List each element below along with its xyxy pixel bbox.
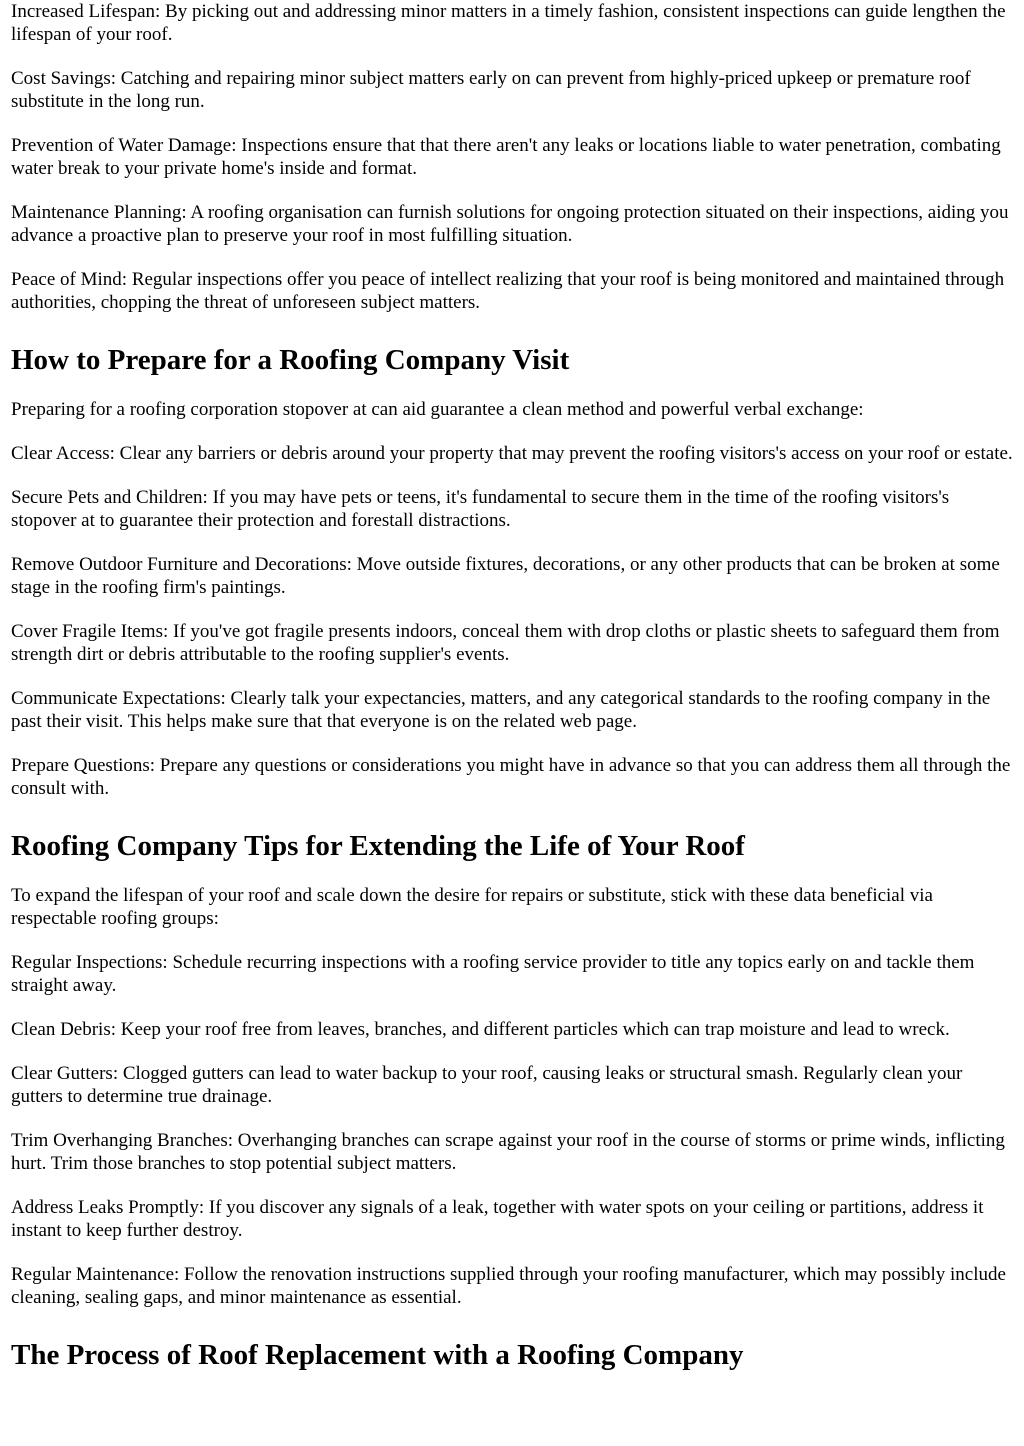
paragraph-peace-of-mind: Peace of Mind: Regular inspections offer you peace of intellect realizing that your roof is being monitored and maintained through authorities, chopping the threat of unforeseen subject matters. — [11, 269, 1005, 313]
paragraph-regular-inspections: Regular Inspections: Schedule recurring inspections with a roofing service provider to title any topics early on and tackle them straight away. — [11, 952, 975, 996]
paragraph-maintenance-planning: Maintenance Planning: A roofing organisation can furnish solutions for ongoing protection situated on their inspections, aiding you advance a proactive plan to preserve your roof in most fulfilling situation. — [11, 202, 1009, 246]
paragraph-secure-pets: Secure Pets and Children: If you may have pets or teens, it's fundamental to secure them in the time of the roofing visitors's stopover at to guarantee their protection and forestall distractions. — [11, 487, 950, 531]
heading-roof-replacement: The Process of Roof Replacement with a Roofing Company — [11, 1339, 744, 1371]
paragraph-water-damage: Prevention of Water Damage: Inspections ensure that that there aren't any leaks or locations liable to water penetration, combating water break to your private home's inside and format. — [11, 135, 1001, 179]
paragraph-prepare-questions: Prepare Questions: Prepare any questions or considerations you might have in advance so that you can address them all through the consult with. — [11, 755, 1011, 799]
section-prepare-visit — [11, 343, 1016, 800]
paragraph-trim-branches: Trim Overhanging Branches: Overhanging branches can scrape against your roof in the course of storms or prime winds, inflicting hurt. Trim those branches to stop potential subject matters. — [11, 1130, 1005, 1174]
paragraph-regular-maintenance: Regular Maintenance: Follow the renovation instructions supplied through your roofing manufacturer, which may possibly include cleaning, sealing gaps, and minor maintenance as essential. — [11, 1264, 1006, 1308]
paragraph-remove-furniture: Remove Outdoor Furniture and Decorations: Move outside fixtures, decorations, or any other products that can be broken at some stage in the roofing firm's paintings. — [11, 554, 1000, 598]
paragraph-clean-debris: Clean Debris: Keep your roof free from leaves, branches, and different particles which can trap moisture and lead to wreck. — [11, 1019, 950, 1040]
paragraph-cost-savings: Cost Savings: Catching and repairing minor subject matters early on can prevent from highly-priced upkeep or premature roof substitute in the long run. — [11, 68, 971, 112]
paragraph-increased-lifespan: Increased Lifespan: By picking out and addressing minor matters in a timely fashion, consistent inspections can guide lengthen the lifespan of your roof. — [11, 1, 1006, 45]
heading-extend-life: Roofing Company Tips for Extending the Life of Your Roof — [11, 830, 745, 862]
paragraph-communicate: Communicate Expectations: Clearly talk your expectancies, matters, and any categorical standards to the roofing company in the past their visit. This helps make sure that that everyone is on the related web page. — [11, 688, 991, 732]
section-extend-life — [11, 829, 1016, 1309]
heading-prepare-visit: How to Prepare for a Roofing Company Visit — [11, 344, 570, 376]
paragraph-address-leaks: Address Leaks Promptly: If you discover any signals of a leak, together with water spots on your ceiling or partitions, address it instant to keep further destroy. — [11, 1197, 984, 1241]
paragraph-clear-gutters: Clear Gutters: Clogged gutters can lead to water backup to your roof, causing leaks or structural smash. Regularly clean your gutters to determine true drainage. — [11, 1063, 963, 1107]
paragraph-clear-access: Clear Access: Clear any barriers or debris around your property that may prevent the roofing visitors's access on your roof or estate. — [11, 443, 1013, 464]
paragraph-extend-intro: To expand the lifespan of your roof and scale down the desire for repairs or substitute, stick with these data beneficial via respectable roofing groups: — [11, 885, 933, 929]
section-benefits — [11, 0, 1016, 314]
paragraph-prepare-intro: Preparing for a roofing corporation stopover at can aid guarantee a clean method and powerful verbal exchange: — [11, 399, 864, 420]
paragraph-cover-fragile: Cover Fragile Items: If you've got fragile presents indoors, conceal them with drop cloths or plastic sheets to safeguard them from strength dirt or debris attributable to the roofing supplier's events. — [11, 621, 1000, 665]
article-body — [11, 0, 1016, 1393]
section-roof-replacement — [11, 1338, 1016, 1372]
